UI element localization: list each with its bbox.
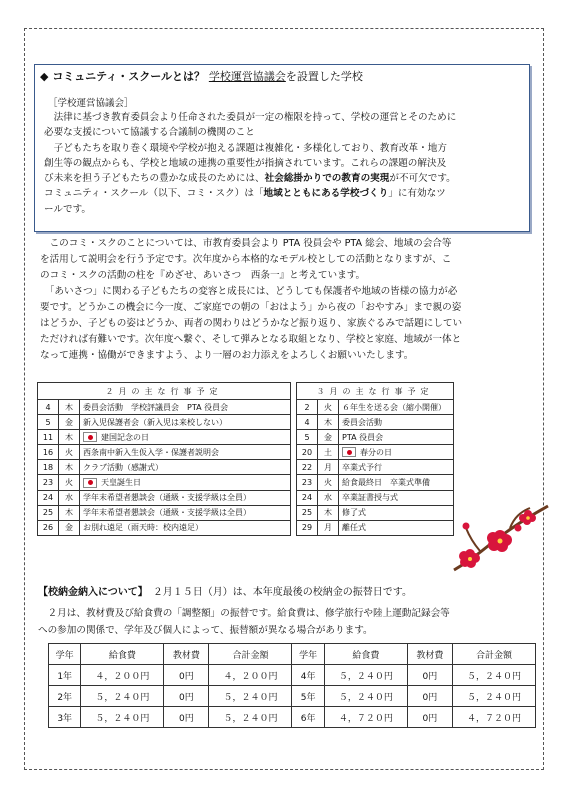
schedule-event: 学年末希望者懇談会（通級・支援学級は全員） <box>83 493 251 503</box>
main-line: はどうか、子どもの姿はどうか、両者の関わりはどうかなど振り返り、家族ぐるみで話題にしてい <box>40 318 463 329</box>
schedule-weekday: 土 <box>318 445 339 460</box>
fee-line: への参加の関係で、学年及び個人によって、振替額が異なる場合があります。 <box>38 625 373 636</box>
schedule-row <box>38 475 291 490</box>
schedule-row <box>38 415 291 430</box>
schedule-row <box>297 400 454 415</box>
fee-heading-text: ２月１５日（月）は、本年度最後の校納金の振替日です。 <box>152 587 413 598</box>
schedule-day: 29 <box>297 520 318 535</box>
schedule-row <box>38 445 291 460</box>
fee-row <box>49 686 536 707</box>
fee-header-cell: 給食費 <box>324 644 407 665</box>
schedule-event-cell <box>80 445 291 460</box>
fee-cell: ５，２４０円 <box>81 707 164 728</box>
fee-cell: ４，７２０円 <box>324 707 407 728</box>
schedule-weekday: 水 <box>59 490 80 505</box>
schedule-event-cell <box>80 415 291 430</box>
schedule-weekday: 金 <box>318 430 339 445</box>
fee-cell: 0円 <box>164 665 209 686</box>
schedule-row <box>38 520 291 535</box>
fee-header-cell: 合計金額 <box>209 644 292 665</box>
schedule-event: 給食最終日 卒業式準備 <box>342 478 430 488</box>
schedule-weekday: 火 <box>318 475 339 490</box>
schedule-day: 2 <box>297 400 318 415</box>
schedule-event-cell <box>80 490 291 505</box>
schedule-day: 5 <box>297 430 318 445</box>
schedule-event-cell <box>80 505 291 520</box>
schedule-event: クラブ活動（感謝式） <box>83 462 163 472</box>
schedule-day: 16 <box>38 445 59 460</box>
fee-cell: ５，２４０円 <box>324 686 407 707</box>
fee-row <box>49 707 536 728</box>
schedule-weekday: 木 <box>59 400 80 415</box>
schedule-event-cell <box>339 460 454 475</box>
schedule-row <box>297 520 454 535</box>
schedule-event-cell <box>80 520 291 535</box>
schedule-row <box>38 490 291 505</box>
schedule-event: お別れ遠足（雨天時：校内遠足） <box>83 523 203 533</box>
march-header: ３月の主な行事予定 <box>297 383 454 400</box>
main-line: のコミ・スクの活動の柱を『めざせ、あいさつ 西条一』と考えています。 <box>40 270 366 281</box>
main-line: このコミ・スクのことについては、市教育委員会より PTA 役員会や PTA 総会、地域の会合等 <box>49 238 452 249</box>
fee-header-cell: 教材費 <box>407 644 452 665</box>
cs-bold: 地域とともにある学校づくり <box>263 188 389 200</box>
fee-cell: 0円 <box>407 665 452 686</box>
schedule-day: 23 <box>38 475 59 490</box>
schedule-weekday: 木 <box>318 415 339 430</box>
schedule-day: 23 <box>297 475 318 490</box>
schedule-day: 24 <box>38 490 59 505</box>
title-tail: を設置した学校 <box>285 70 363 83</box>
schedule-event-cell <box>80 400 291 415</box>
fee-cell: 1年 <box>49 665 81 686</box>
schedule-event: 天皇誕生日 <box>101 478 141 488</box>
schedule-day: 18 <box>38 460 59 475</box>
schedule-day: 24 <box>297 490 318 505</box>
schedule-row <box>38 505 291 520</box>
schedule-event: 離任式 <box>342 523 366 533</box>
fee-cell: 0円 <box>407 686 452 707</box>
fee-header-cell: 学年 <box>292 644 324 665</box>
schedule-event: 建国記念の日 <box>101 432 149 442</box>
march-schedule-table <box>296 382 454 536</box>
main-line: ただければ有難いです。次年度へ繋ぐ、そして弾みとなる取組となり、学校と家庭、地域が一体と <box>40 334 462 345</box>
cs-line: び未来を担う子どもたちの豊かな成長のためには、 <box>44 173 265 185</box>
cs-line: ールです。 <box>44 203 92 215</box>
schedule-event-cell <box>339 400 454 415</box>
schedule-weekday: 金 <box>59 520 80 535</box>
fee-cell: 0円 <box>407 707 452 728</box>
fee-header-cell: 教材費 <box>164 644 209 665</box>
schedule-weekday: 木 <box>59 505 80 520</box>
fee-cell: ４，２００円 <box>209 665 292 686</box>
fee-cell: ５，２４０円 <box>452 665 535 686</box>
fee-cell: ５，２４０円 <box>209 686 292 707</box>
cs-line: 創生等の観点からも、学校と地域の連携の重要性が指摘されています。これらの課題の解決及 <box>44 157 447 169</box>
schedule-event-cell <box>339 490 454 505</box>
fee-cell: ５，２４０円 <box>452 686 535 707</box>
main-line: を活用して説明会を行う予定です。次年度から本格的なモデル校としての活動となりますが、こ <box>40 254 452 265</box>
schedule-weekday: 月 <box>318 520 339 535</box>
schedule-weekday: 火 <box>318 400 339 415</box>
schedule-event: 学年末希望者懇談会（通級・支援学級は全員） <box>83 508 251 518</box>
schedule-event: ６年生を送る会（縮小開催） <box>342 402 446 412</box>
schedule-day: 4 <box>297 415 318 430</box>
diamond-bullet-icon: ◆ <box>40 70 49 83</box>
schedule-row <box>38 400 291 415</box>
fee-table <box>48 643 536 728</box>
schedule-row <box>297 490 454 505</box>
fee-cell: 3年 <box>49 707 81 728</box>
cs-line: 子どもたちを取り巻く環境や学校が抱える課題は複雑化・多様化しており、教育改革・地方 <box>53 142 447 154</box>
fee-cell: 6年 <box>292 707 324 728</box>
cs-line: 」に有効なツ <box>388 188 446 200</box>
fee-cell: ５，２４０円 <box>324 665 407 686</box>
title-main: コミュニティ・スクールとは？ <box>52 70 205 83</box>
schedule-event-cell <box>339 415 454 430</box>
schedule-weekday: 木 <box>318 505 339 520</box>
cs-line: 必要な支援について協議する合議制の機関のこと <box>44 127 255 139</box>
cs-bold: 社会総掛かりでの教育の実現 <box>264 173 390 185</box>
schedule-row <box>297 475 454 490</box>
cs-line: 法律に基づき教育委員会より任命された委員が一定の権限を持って、学校の運営とそのために <box>53 112 457 123</box>
main-line: なって連携・協働ができますよう、より一層のお力添えをよろしくお願いいたします。 <box>40 350 414 361</box>
schedule-event: 西条南中新入生仮入学・保護者説明会 <box>83 447 219 457</box>
schedule-day: 25 <box>297 505 318 520</box>
schedule-weekday: 月 <box>318 460 339 475</box>
schedule-row <box>297 460 454 475</box>
schedule-event-cell <box>339 430 454 445</box>
february-schedule-table <box>37 382 291 536</box>
schedule-event: PTA 役員会 <box>342 432 384 442</box>
february-header: ２月の主な行事予定 <box>38 383 291 400</box>
schedule-weekday: 木 <box>59 430 80 445</box>
schedule-weekday: 木 <box>59 460 80 475</box>
japan-flag-icon <box>342 447 356 457</box>
main-line: 要です。どうかこの機会に今一度、ご家庭での朝の「おはよう」から夜の「おやすみ」まで親の姿 <box>40 302 462 313</box>
schedule-event: 春分の日 <box>360 447 392 457</box>
fee-header-cell: 給食費 <box>81 644 164 665</box>
fee-cell: 0円 <box>164 686 209 707</box>
schedule-event: 卒業証書授与式 <box>342 493 398 503</box>
fee-header-cell: 学年 <box>49 644 81 665</box>
fee-cell: ４，２００円 <box>81 665 164 686</box>
fee-cell: 2年 <box>49 686 81 707</box>
schedule-day: 26 <box>38 520 59 535</box>
schedule-event: 委員会活動 <box>342 417 382 427</box>
community-school-title <box>40 68 363 84</box>
schedule-event-cell <box>339 445 454 460</box>
schedule-event-cell <box>80 460 291 475</box>
schedule-row <box>297 445 454 460</box>
schedule-event-cell <box>339 520 454 535</box>
plum-blossom-illustration <box>440 488 550 578</box>
school-fee-body <box>38 605 534 639</box>
fee-cell: ５，２４０円 <box>81 686 164 707</box>
schedule-event-cell <box>339 475 454 490</box>
fee-cell: ４，７２０円 <box>452 707 535 728</box>
schedule-day: 5 <box>38 415 59 430</box>
schedule-row <box>38 430 291 445</box>
schedule-event-cell <box>80 430 291 445</box>
schedule-event-cell <box>339 505 454 520</box>
schedule-day: 22 <box>297 460 318 475</box>
fee-line: ２月は、教材費及び給食費の「調整額」の振替です。給食費は、修学旅行や陸上運動記録会等 <box>47 608 450 619</box>
fee-heading-label: 【校納金納入について】 <box>38 587 143 598</box>
fee-cell: ５，２４０円 <box>209 707 292 728</box>
schedule-day: 20 <box>297 445 318 460</box>
fee-cell: 0円 <box>164 707 209 728</box>
school-fee-heading <box>38 583 412 598</box>
fee-header-cell: 合計金額 <box>452 644 535 665</box>
fee-cell: 5年 <box>292 686 324 707</box>
schedule-event: 新入児保護者会（新入児は来校しない） <box>83 417 227 427</box>
community-school-body <box>44 110 524 217</box>
schedule-day: 4 <box>38 400 59 415</box>
schedule-row <box>297 505 454 520</box>
cs-line: コミュニティ・スクール（以下、コミ・スク）は「 <box>44 188 264 200</box>
title-sub: 学校運営協議会 <box>208 70 286 83</box>
schedule-weekday: 金 <box>59 415 80 430</box>
schedule-weekday: 水 <box>318 490 339 505</box>
main-line: 「あいさつ」に関わる子どもたちの変容と成長には、どうしても保護者や地域の皆様の協力が必 <box>49 286 458 297</box>
schedule-event: 卒業式予行 <box>342 462 382 472</box>
fee-row <box>49 665 536 686</box>
schedule-event: 委員会活動 学校評議員会 PTA 役員会 <box>83 402 229 412</box>
schedule-day: 25 <box>38 505 59 520</box>
schedule-event: 修了式 <box>342 508 366 518</box>
cs-line: が不可欠です。 <box>389 173 456 185</box>
schedule-row <box>297 430 454 445</box>
schedule-weekday: 火 <box>59 445 80 460</box>
schedule-row <box>38 460 291 475</box>
schedule-event-cell <box>80 475 291 490</box>
schedule-row <box>297 415 454 430</box>
bracket-label: ［学校運営協議会］ <box>48 98 134 109</box>
main-text <box>40 236 534 364</box>
fee-cell: 4年 <box>292 665 324 686</box>
schedule-weekday: 火 <box>59 475 80 490</box>
japan-flag-icon <box>83 478 97 488</box>
schedule-day: 11 <box>38 430 59 445</box>
japan-flag-icon <box>83 432 97 442</box>
